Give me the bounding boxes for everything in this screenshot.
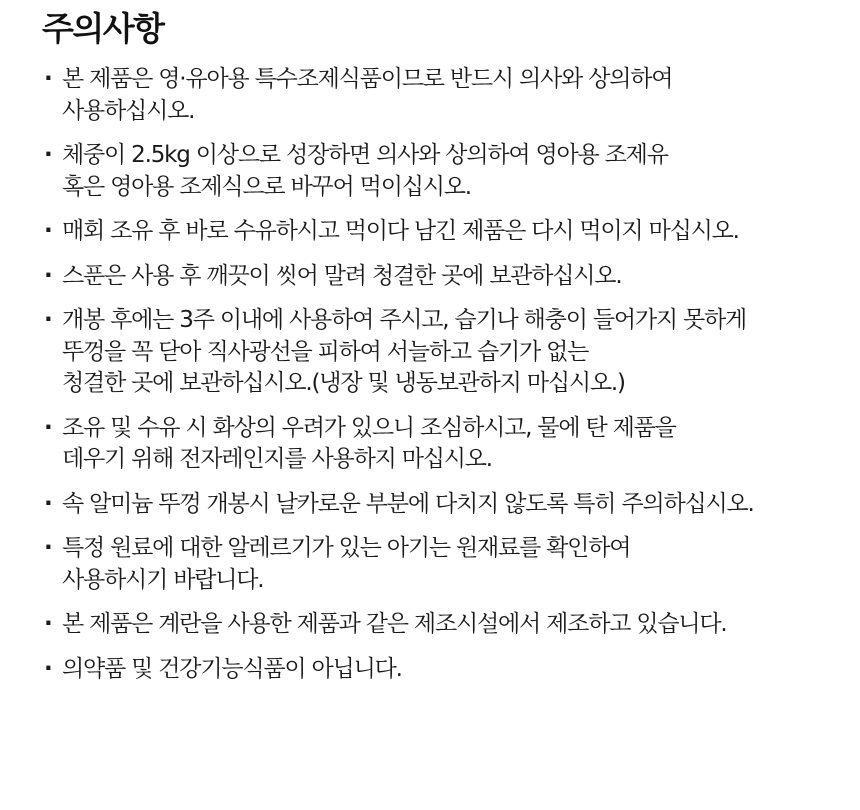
caution-text-line: 특정 원료에 대한 알레르기가 있는 아기는 원재료를 확인하여 xyxy=(62,535,631,561)
caution-text-line: 사용하십시오. xyxy=(62,97,195,124)
caution-text-line: 본 제품은 영·유아용 특수조제식품이므로 반드시 의사와 상의하여 xyxy=(62,66,673,92)
caution-text-line: 본 제품은 계란을 사용한 제품과 같은 제조시설에서 제조하고 있습니다. xyxy=(62,611,727,637)
caution-item xyxy=(42,216,860,248)
caution-item xyxy=(42,261,860,293)
caution-text-line: 조유 및 수유 시 화상의 우려가 있으니 조심하시고, 물에 탄 제품을 xyxy=(62,414,676,441)
caution-item xyxy=(42,413,860,476)
bullet-dot-icon: · xyxy=(44,66,52,92)
caution-item xyxy=(42,140,860,203)
bullet-dot-icon: · xyxy=(44,414,52,441)
bullet-dot-icon: · xyxy=(44,535,52,561)
caution-item xyxy=(42,305,860,400)
caution-item xyxy=(42,533,860,596)
bullet-dot-icon: · xyxy=(44,262,52,289)
bullet-dot-icon: · xyxy=(44,611,52,637)
bullet-dot-icon: · xyxy=(44,218,52,244)
caution-text-line: 사용하시기 바랍니다. xyxy=(62,566,264,593)
caution-text-line: 속 알미늄 뚜껑 개봉시 날카로운 부분에 다치지 않도록 특히 주의하십시오. xyxy=(62,490,754,517)
bullet-dot-icon: · xyxy=(44,307,52,333)
caution-item xyxy=(42,489,860,521)
caution-text-line: 의약품 및 건강기능식품이 아닙니다. xyxy=(62,655,402,682)
caution-item xyxy=(42,654,860,686)
caution-text-line: 청결한 곳에 보관하십시오.(냉장 및 냉동보관하지 마십시오.) xyxy=(62,370,625,396)
caution-list xyxy=(42,64,860,685)
bullet-dot-icon: · xyxy=(44,142,52,168)
caution-item xyxy=(42,64,860,127)
bullet-dot-icon: · xyxy=(44,655,52,682)
caution-text-line: 스푼은 사용 후 깨끗이 씻어 말려 청결한 곳에 보관하십시오. xyxy=(62,262,622,289)
caution-text-line: 뚜껑을 꼭 닫아 직사광선을 피하여 서늘하고 습기가 없는 xyxy=(62,338,589,365)
bullet-dot-icon: · xyxy=(44,490,52,517)
page-title: 주의사항 xyxy=(42,9,164,48)
caution-text-line: 체중이 2.5kg 이상으로 성장하면 의사와 상의하여 영아용 조제유 xyxy=(62,142,668,168)
caution-item xyxy=(42,609,860,641)
caution-text-line: 매회 조유 후 바로 수유하시고 먹이다 남긴 제품은 다시 먹이지 마십시오. xyxy=(62,218,739,244)
caution-text-line: 개봉 후에는 3주 이내에 사용하여 주시고, 습기나 해충이 들어가지 못하게 xyxy=(62,307,747,333)
caution-text-line: 혹은 영아용 조제식으로 바꾸어 먹이십시오. xyxy=(62,173,471,200)
caution-text-line: 데우기 위해 전자레인지를 사용하지 마십시오. xyxy=(62,446,492,472)
